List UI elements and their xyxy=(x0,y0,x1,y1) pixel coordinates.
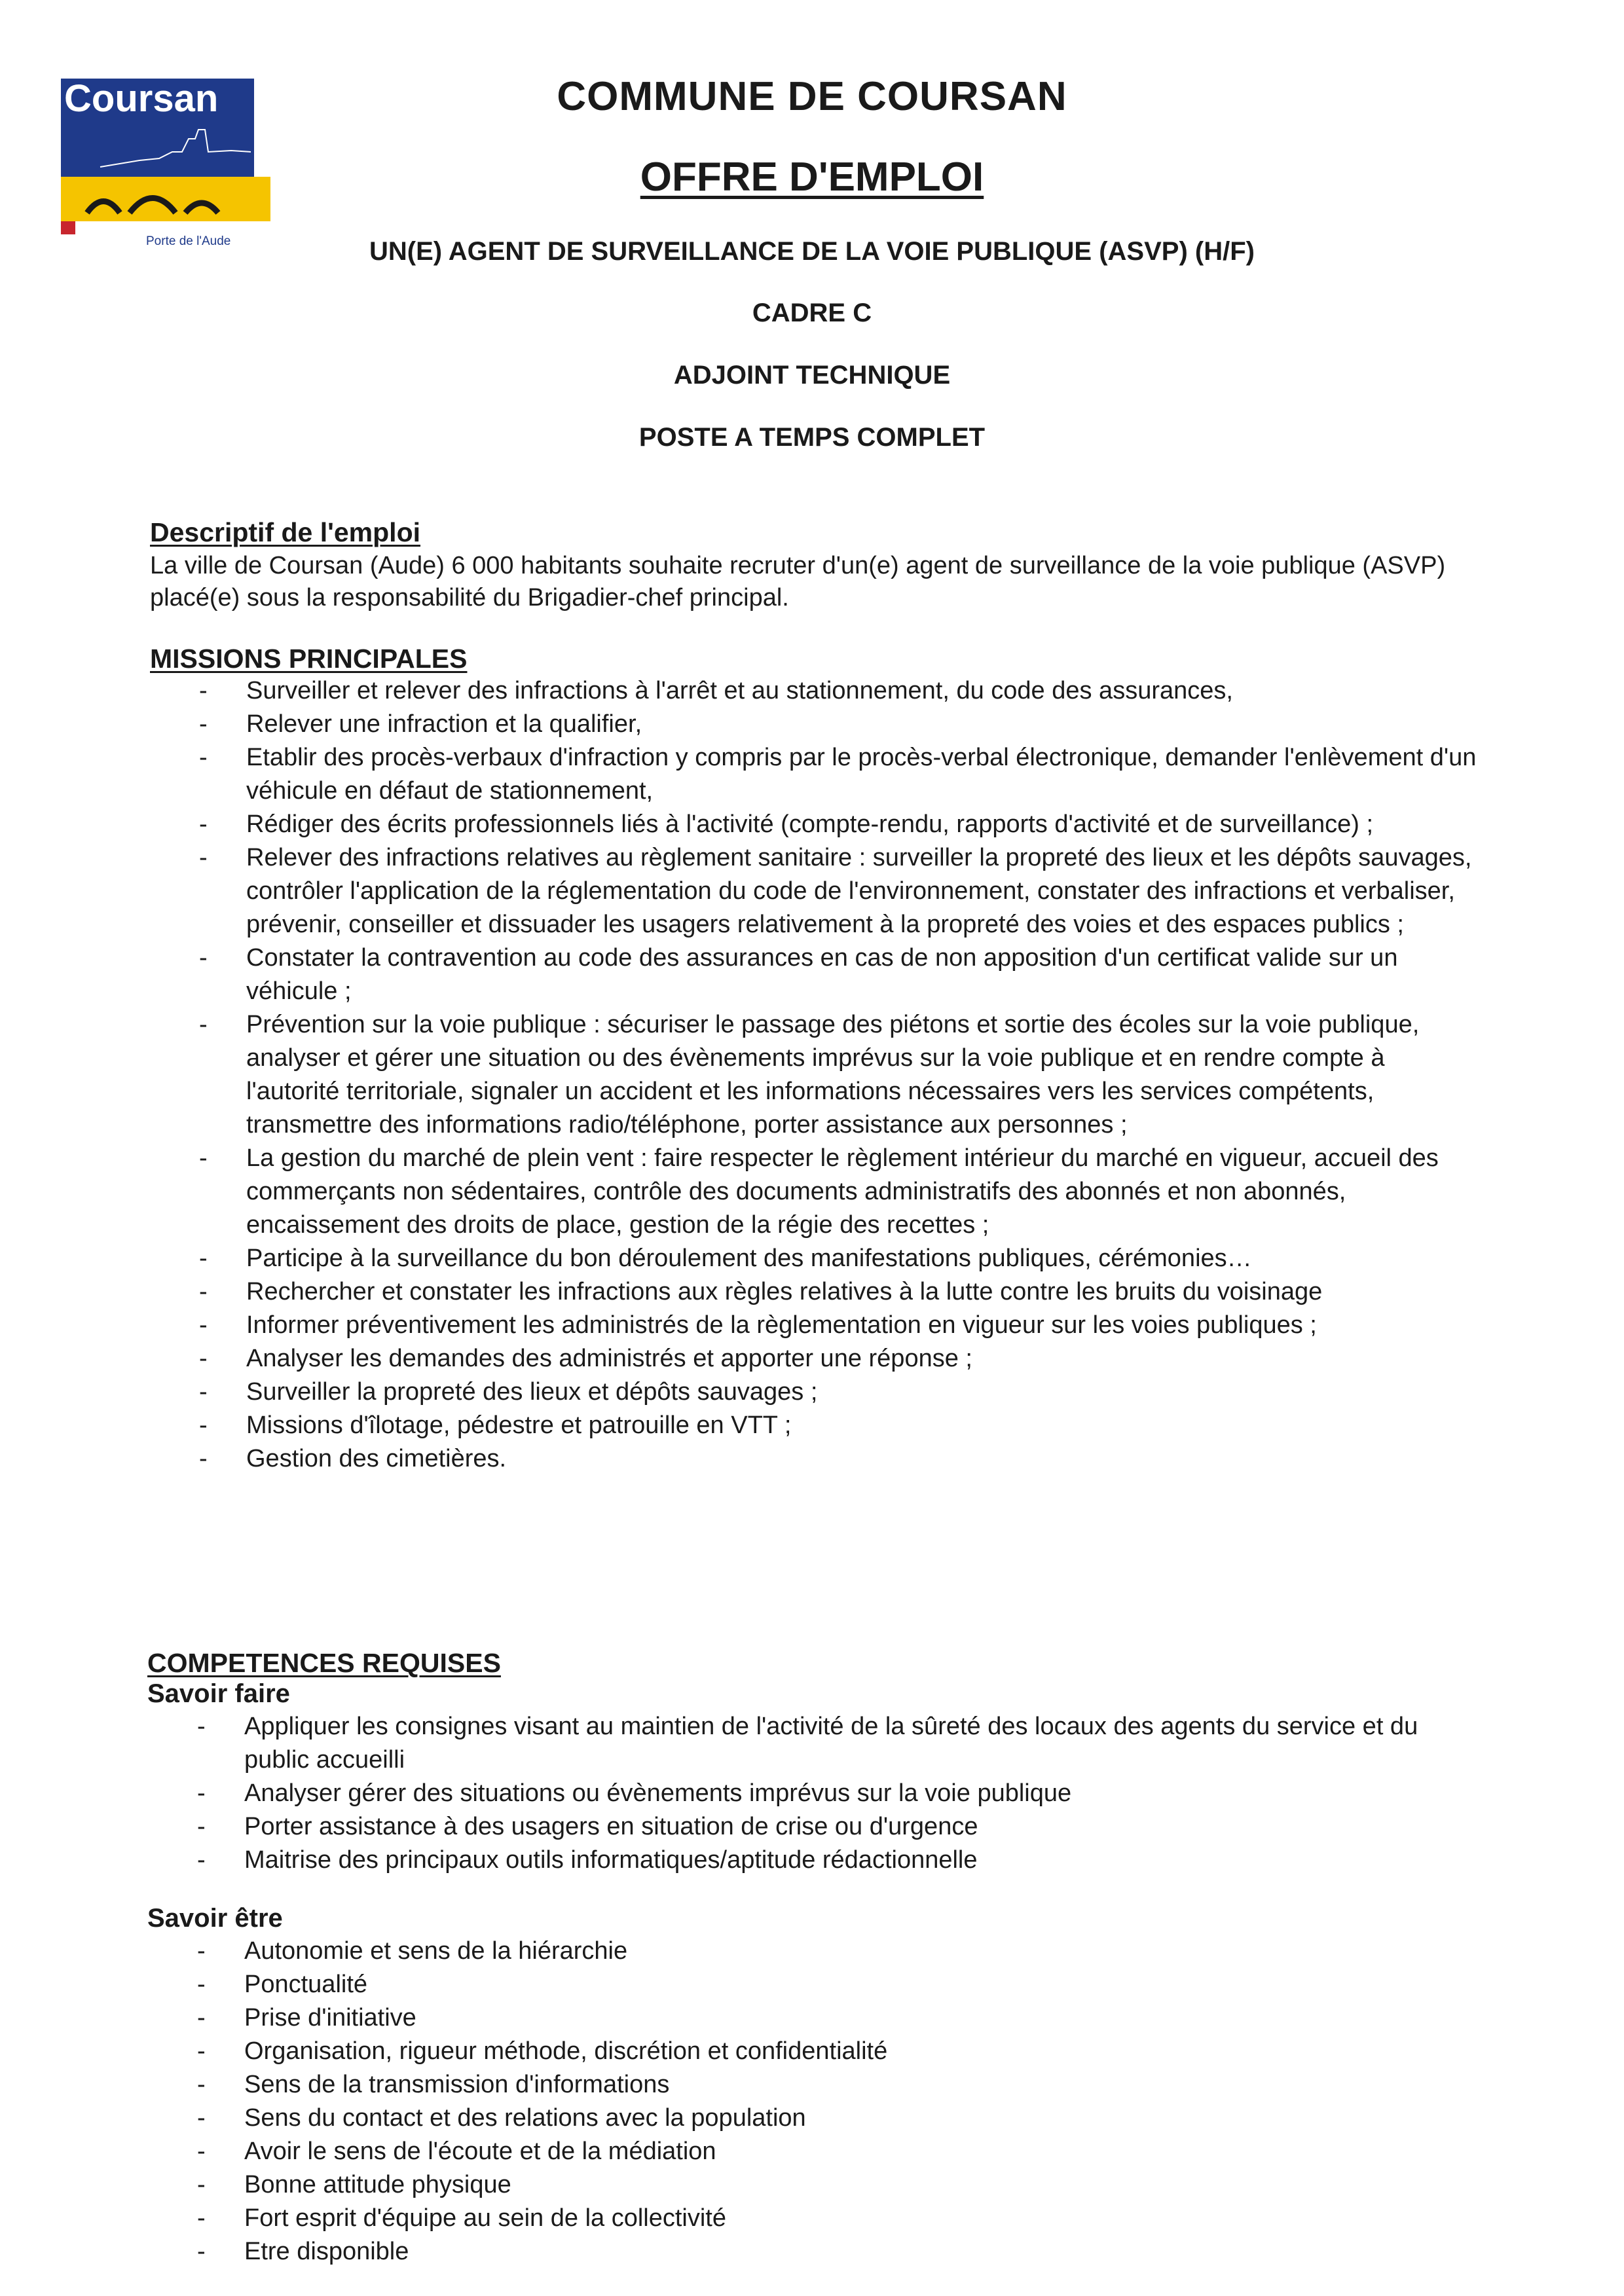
list-dash: - xyxy=(199,1412,208,1439)
savoir-etre-item xyxy=(197,2168,1475,2202)
savoir-etre-item xyxy=(197,1935,1475,1968)
list-dash: - xyxy=(197,1713,206,1740)
mission-item-text: Prévention sur la voie publique : sécuriser le passage des piétons et sortie des écoles sur la voie publique, analyser et gérer une situation ou des évènements imprévus sur la voie publique et en rendre compte à l'autorité territoriale, signaler un accident et les informations nécessaires vers les services compétents, transmettre des informations radio/téléphone, porter assistance aux personnes ; xyxy=(246,1011,1420,1139)
competences-heading: COMPETENCES REQUISES xyxy=(147,1648,501,1678)
list-dash: - xyxy=(197,1779,206,1807)
savoir-etre-item xyxy=(197,2202,1475,2235)
list-dash: - xyxy=(199,1445,208,1472)
poste-title: UN(E) AGENT DE SURVEILLANCE DE LA VOIE PUBLIQUE (ASVP) (H/F) xyxy=(369,237,1255,266)
list-dash: - xyxy=(199,710,208,738)
savoir-etre-item xyxy=(197,2135,1475,2168)
mission-item xyxy=(199,1142,1477,1242)
descriptif-heading: Descriptif de l'emploi xyxy=(150,517,421,547)
mission-item xyxy=(199,1376,1477,1409)
savoir-etre-item-text: Etre disponible xyxy=(244,2238,409,2265)
list-dash: - xyxy=(197,1813,206,1840)
list-dash: - xyxy=(199,1011,208,1038)
list-dash: - xyxy=(199,1278,208,1305)
savoir-faire-item xyxy=(197,1710,1475,1777)
mission-item xyxy=(199,708,1477,741)
mission-item xyxy=(199,674,1477,708)
savoir-etre-item xyxy=(197,2035,1475,2068)
mission-item-text: Surveiller la propreté des lieux et dépôts sauvages ; xyxy=(246,1378,818,1406)
mission-item xyxy=(199,1442,1477,1476)
grade-label: ADJOINT TECHNIQUE xyxy=(673,361,951,390)
list-dash: - xyxy=(199,744,208,771)
savoir-etre-item xyxy=(197,2001,1475,2035)
mission-item xyxy=(199,941,1477,1008)
savoir-etre-list xyxy=(197,1935,1475,2269)
savoir-etre-item-text: Organisation, rigueur méthode, discrétion et confidentialité xyxy=(244,2037,888,2065)
mission-item-text: Etablir des procès-verbaux d'infraction y compris par le procès-verbal électronique, demander l'enlèvement d'un véhicule en défaut de stationnement, xyxy=(246,744,1477,805)
savoir-faire-item xyxy=(197,1844,1475,1877)
mission-item-text: Informer préventivement les administrés de la règlementation en vigueur sur les voies publiques ; xyxy=(246,1311,1317,1339)
mission-item xyxy=(199,1309,1477,1342)
missions-heading: MISSIONS PRINCIPALES xyxy=(150,644,468,674)
mission-item xyxy=(199,741,1477,808)
savoir-etre-item-text: Sens du contact et des relations avec la population xyxy=(244,2104,806,2132)
mission-item-text: Relever une infraction et la qualifier, xyxy=(246,710,642,738)
savoir-etre-item xyxy=(197,2102,1475,2135)
list-dash: - xyxy=(199,844,208,871)
savoir-etre-heading: Savoir être xyxy=(147,1904,283,1933)
temps-label: POSTE A TEMPS COMPLET xyxy=(638,423,986,452)
list-dash: - xyxy=(199,677,208,704)
list-dash: - xyxy=(199,811,208,838)
mission-item-text: Missions d'îlotage, pédestre et patrouille en VTT ; xyxy=(246,1412,792,1439)
savoir-etre-item xyxy=(197,1968,1475,2001)
list-dash: - xyxy=(199,1144,208,1172)
mission-item xyxy=(199,808,1477,841)
offre-title: OFFRE D'EMPLOI xyxy=(640,155,984,200)
mission-item xyxy=(199,1342,1477,1376)
list-dash: - xyxy=(197,2071,206,2098)
list-dash: - xyxy=(197,1937,206,1965)
list-dash: - xyxy=(197,2037,206,2065)
list-dash: - xyxy=(197,2171,206,2198)
list-dash: - xyxy=(197,2204,206,2232)
mission-item-text: La gestion du marché de plein vent : faire respecter le règlement intérieur du marché en vigueur, accueil des commerçants non sédentaires, contrôle des documents administratifs des abonnés et non abonnés, encaissement des droits de place, gestion de la régie des recettes ; xyxy=(246,1144,1439,1239)
mission-item xyxy=(199,841,1477,941)
mission-item-text: Participe à la surveillance du bon déroulement des manifestations publiques, cérémonies… xyxy=(246,1245,1252,1272)
list-dash: - xyxy=(197,1971,206,1998)
mission-item-text: Constater la contravention au code des assurances en cas de non apposition d'un certificat valide sur un véhicule ; xyxy=(246,944,1398,1005)
savoir-faire-list xyxy=(197,1710,1475,1877)
list-dash: - xyxy=(199,1311,208,1339)
savoir-faire-item xyxy=(197,1810,1475,1844)
savoir-faire-heading: Savoir faire xyxy=(147,1679,290,1708)
savoir-etre-item-text: Ponctualité xyxy=(244,1971,368,1998)
logo-tagline: Porte de l'Aude xyxy=(146,234,231,248)
mission-item-text: Gestion des cimetières. xyxy=(246,1445,507,1472)
mission-item xyxy=(199,1275,1477,1309)
cadre-label: CADRE C xyxy=(752,299,872,327)
missions-list xyxy=(199,674,1477,1476)
logo-text: Coursan xyxy=(64,79,219,120)
mission-item-text: Relever des infractions relatives au règlement sanitaire : surveiller la propreté des lieux et les dépôts sauvages, contrôler l'application de la réglementation du code de l'environnement, constater des infractions et verbaliser, prévenir, conseiller et dissuader les usagers relativement à la propreté des voies et des espaces publics ; xyxy=(246,844,1472,938)
savoir-etre-item xyxy=(197,2235,1475,2269)
list-dash: - xyxy=(197,2104,206,2132)
mission-item-text: Surveiller et relever des infractions à l'arrêt et au stationnement, du code des assurances, xyxy=(246,677,1233,704)
savoir-etre-item-text: Autonomie et sens de la hiérarchie xyxy=(244,1937,628,1965)
savoir-faire-item-text: Maitrise des principaux outils informatiques/aptitude rédactionnelle xyxy=(244,1846,978,1874)
list-dash: - xyxy=(197,2138,206,2165)
list-dash: - xyxy=(197,2004,206,2032)
savoir-faire-item-text: Appliquer les consignes visant au maintien de l'activité de la sûreté des locaux des agents du service et du public accueilli xyxy=(244,1713,1418,1774)
list-dash: - xyxy=(199,944,208,972)
savoir-etre-item-text: Prise d'initiative xyxy=(244,2004,416,2032)
mission-item xyxy=(199,1242,1477,1275)
savoir-faire-item-text: Analyser gérer des situations ou évènements imprévus sur la voie publique xyxy=(244,1779,1072,1807)
mission-item-text: Analyser les demandes des administrés et apporter une réponse ; xyxy=(246,1345,972,1372)
mission-item-text: Rédiger des écrits professionnels liés à l'activité (compte-rendu, rapports d'activité et de surveillance) ; xyxy=(246,811,1374,838)
savoir-etre-item xyxy=(197,2068,1475,2102)
list-dash: - xyxy=(199,1245,208,1272)
savoir-etre-item-text: Avoir le sens de l'écoute et de la médiation xyxy=(244,2138,716,2165)
savoir-etre-item-text: Bonne attitude physique xyxy=(244,2171,511,2198)
list-dash: - xyxy=(197,2238,206,2265)
savoir-etre-item-text: Fort esprit d'équipe au sein de la collectivité xyxy=(244,2204,726,2232)
mission-item xyxy=(199,1409,1477,1442)
descriptif-text: La ville de Coursan (Aude) 6 000 habitants souhaite recruter d'un(e) agent de surveillance de la voie publique (ASVP) placé(e) sous la responsabilité du Brigadier-chef principal. xyxy=(150,552,1446,611)
commune-title: COMMUNE DE COURSAN xyxy=(557,74,1067,119)
mission-item xyxy=(199,1008,1477,1142)
savoir-etre-item-text: Sens de la transmission d'informations xyxy=(244,2071,670,2098)
list-dash: - xyxy=(199,1345,208,1372)
list-dash: - xyxy=(197,1846,206,1874)
list-dash: - xyxy=(199,1378,208,1406)
savoir-faire-item xyxy=(197,1777,1475,1810)
savoir-faire-item-text: Porter assistance à des usagers en situation de crise ou d'urgence xyxy=(244,1813,978,1840)
mission-item-text: Rechercher et constater les infractions aux règles relatives à la lutte contre les bruits du voisinage xyxy=(246,1278,1323,1305)
